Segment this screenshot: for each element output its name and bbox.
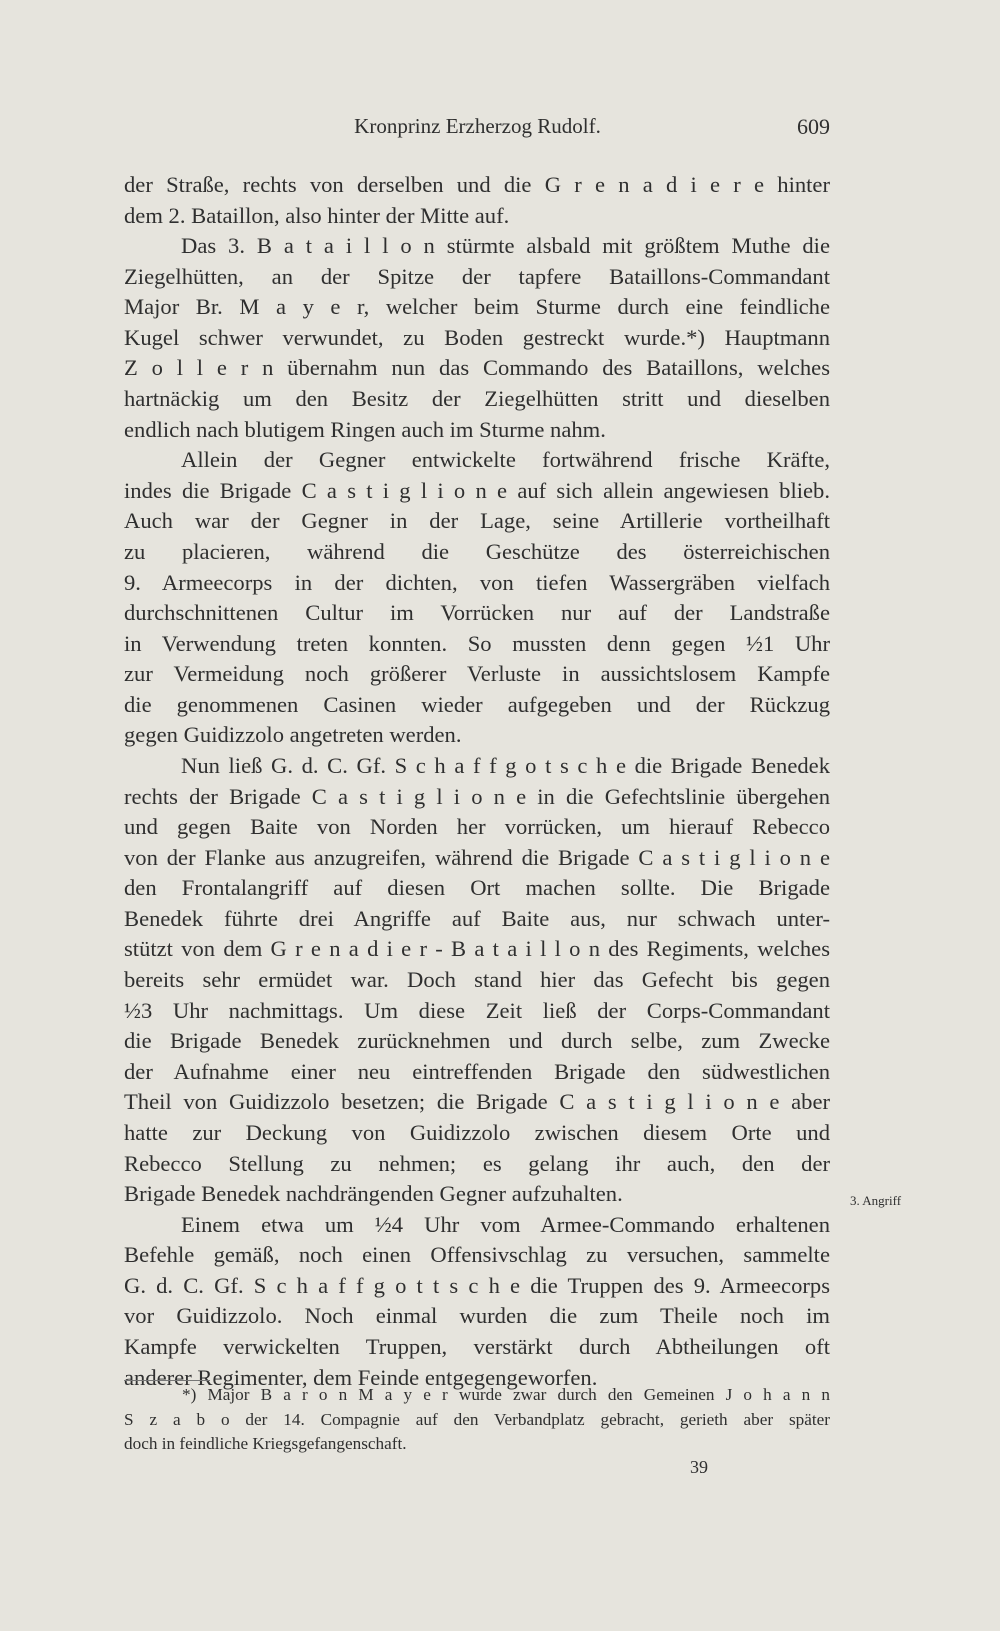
text-line: ½3 Uhr nachmittags. Um diese Zeit ließ der Corps-Commandant: [124, 997, 830, 1023]
body-text: [124, 170, 830, 1393]
text-line: der Aufnahme einer neu eintreffenden Brigade den südwestlichen: [124, 1058, 830, 1084]
text-line: G. d. C. Gf. S c h a f f g o t t s c h e die Truppen des 9. Armeecorps: [124, 1272, 830, 1298]
text-line: hartnäckig um den Besitz der Ziegelhütten stritt und dieselben: [124, 386, 830, 412]
text-line: die Brigade Benedek zurücknehmen und durch selbe, zum Zwecke: [124, 1028, 830, 1054]
text-line: Einem etwa um ½4 Uhr vom Armee-Commando erhaltenen: [181, 1211, 830, 1237]
text-line: stützt von dem G r e n a d i e r - B a t a i l l o n des Regiments, welches: [124, 936, 830, 962]
text-line: Rebecco Stellung zu nehmen; es gelang ihr auch, den der: [124, 1150, 830, 1176]
text-line: hatte zur Deckung von Guidizzolo zwischen diesem Orte und: [124, 1119, 830, 1145]
text-line: von der Flanke aus anzugreifen, während die Brigade C a s t i g l i o n e: [124, 844, 830, 870]
text-line: die genommenen Casinen wieder aufgegeben und der Rückzug: [124, 691, 830, 717]
margin-note: 3. Angriff: [850, 1193, 902, 1208]
text-line: Befehle gemäß, noch einen Offensivschlag zu versuchen, sammelte: [124, 1242, 830, 1268]
text-line: Benedek führte drei Angriffe auf Baite aus, nur schwach unter-: [124, 905, 830, 931]
text-line: den Frontalangriff auf diesen Ort machen sollte. Die Brigade: [124, 875, 830, 901]
text-line: gegen Guidizzolo angetreten werden.: [124, 722, 462, 748]
text-line: Nun ließ G. d. C. Gf. S c h a f f g o t s c h e die Brigade Benedek: [181, 752, 830, 778]
text-line: Allein der Gegner entwickelte fortwährend frische Kräfte,: [181, 447, 830, 473]
footnote-line: S z a b o der 14. Compagnie auf den Verbandplatz gebracht, gerieth aber später: [124, 1409, 830, 1429]
text-line: zur Vermeidung noch größerer Verluste in aussichtslosem Kampfe: [124, 661, 830, 687]
footnote-line: doch in feindliche Kriegsgefangenschaft.: [124, 1434, 407, 1453]
text-line: und gegen Baite von Norden her vorrücken, um hierauf Rebecco: [124, 814, 830, 840]
text-line: vor Guidizzolo. Noch einmal wurden die zum Theile noch im: [124, 1303, 830, 1329]
footnote-line: *) Major B a r o n M a y e r wurde zwar durch den Gemeinen J o h a n n: [182, 1385, 830, 1404]
text-line: Ziegelhütten, an der Spitze der tapfere Bataillons-Commandant: [124, 263, 830, 289]
page-number: 609: [797, 114, 830, 139]
footnote: [124, 1383, 830, 1457]
text-line: bereits sehr ermüdet war. Doch stand hier das Gefecht bis gegen: [124, 967, 830, 993]
text-line: Kampfe verwickelten Truppen, verstärkt durch Abtheilungen oft: [124, 1333, 830, 1359]
text-line: der Straße, rechts von derselben und die G r e n a d i e r e hinter: [124, 172, 830, 197]
running-title: Kronprinz Erzherzog Rudolf.: [354, 114, 601, 138]
running-header: [125, 114, 830, 144]
text-line: anderer Regimenter, dem Feinde entgegengeworfen.: [124, 1364, 598, 1390]
footnote-divider: [124, 1380, 210, 1381]
text-line: endlich nach blutigem Ringen auch im Sturme nahm.: [124, 416, 606, 442]
text-line: 9. Armeecorps in der dichten, von tiefen Wassergräben vielfach: [124, 569, 830, 595]
text-line: rechts der Brigade C a s t i g l i o n e in die Gefechtslinie übergehen: [124, 783, 830, 809]
text-line: Kugel schwer verwundet, zu Boden gestreckt wurde.*) Hauptmann: [124, 324, 830, 350]
text-line: Theil von Guidizzolo besetzen; die Brigade C a s t i g l i o n e aber: [124, 1089, 830, 1115]
text-line: in Verwendung treten konnten. So mussten denn gegen ½1 Uhr: [124, 630, 830, 656]
text-line: Z o l l e r n übernahm nun das Commando des Bataillons, welches: [124, 355, 830, 381]
text-line: dem 2. Bataillon, also hinter der Mitte auf.: [124, 202, 510, 228]
text-line: zu placieren, während die Geschütze des österreichischen: [124, 538, 830, 564]
signature-mark: 39: [690, 1457, 708, 1477]
text-line: Brigade Benedek nachdrängenden Gegner aufzuhalten.: [124, 1181, 623, 1207]
text-line: durchschnittenen Cultur im Vorrücken nur auf der Landstraße: [124, 600, 830, 626]
text-line: indes die Brigade C a s t i g l i o n e auf sich allein angewiesen blieb.: [124, 477, 830, 503]
text-line: Auch war der Gegner in der Lage, seine Artillerie vortheilhaft: [124, 508, 830, 534]
text-line: Das 3. B a t a i l l o n stürmte alsbald mit größtem Muthe die: [181, 233, 830, 259]
text-line: Major Br. M a y e r, welcher beim Sturme durch eine feindliche: [124, 294, 830, 320]
